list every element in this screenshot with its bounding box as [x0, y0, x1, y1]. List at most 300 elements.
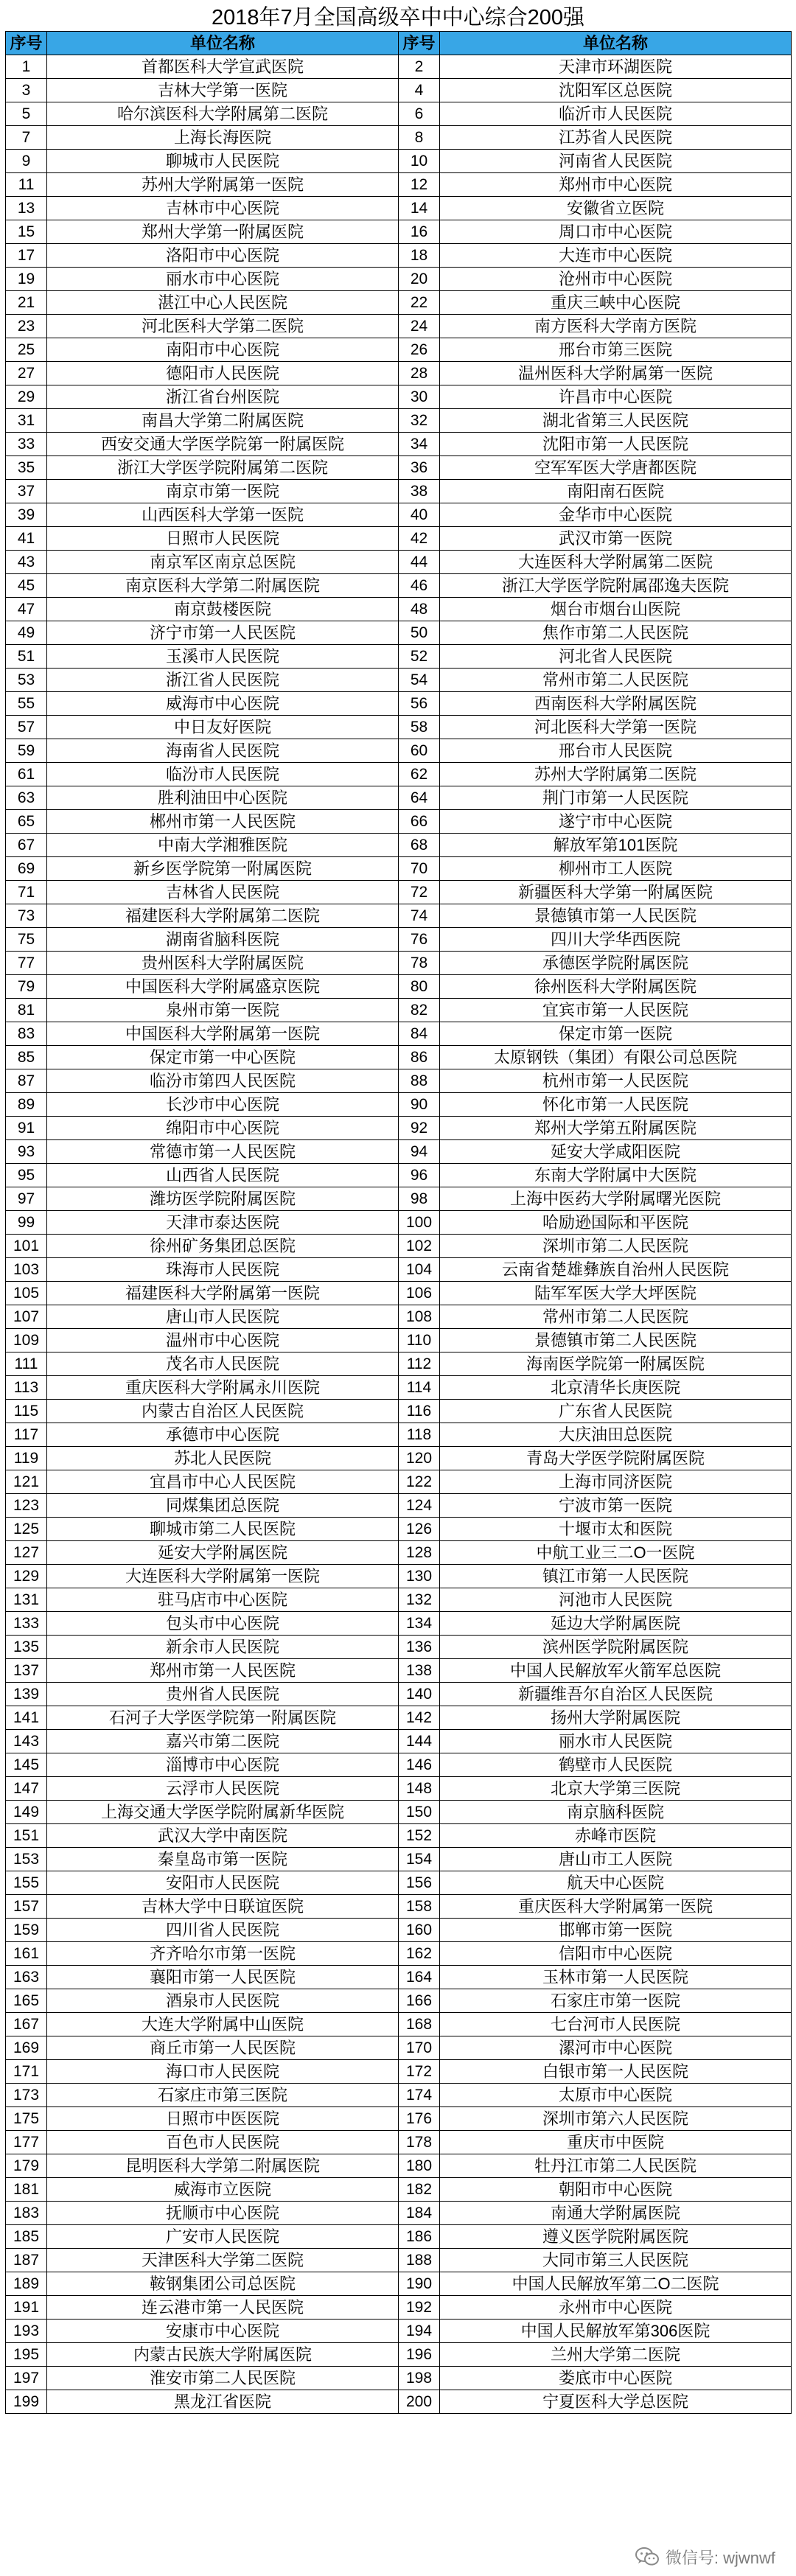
rank-cell: 8: [399, 126, 440, 150]
hospital-name-cell: 安徽省立医院: [440, 197, 792, 220]
hospital-name-cell: 山西省人民医院: [47, 1164, 399, 1187]
rank-cell: 30: [399, 385, 440, 409]
hospital-name-cell: 徐州医科大学附属医院: [440, 975, 792, 999]
table-row: [6, 834, 792, 857]
hospital-name-cell: 南京鼓楼医院: [47, 598, 399, 621]
hospital-name-cell: 承德医学院附属医院: [440, 952, 792, 975]
table-row: [6, 1305, 792, 1329]
rank-cell: 23: [6, 315, 47, 338]
rank-cell: 128: [399, 1541, 440, 1565]
rank-cell: 171: [6, 2060, 47, 2084]
table-row: [6, 2154, 792, 2178]
rank-cell: 144: [399, 1730, 440, 1753]
rank-cell: 153: [6, 1848, 47, 1871]
rank-cell: 175: [6, 2107, 47, 2131]
hospital-name-cell: 宜宾市第一人民医院: [440, 999, 792, 1022]
hospital-name-cell: 烟台市烟台山医院: [440, 598, 792, 621]
rank-cell: 173: [6, 2084, 47, 2107]
rank-cell: 142: [399, 1706, 440, 1730]
hospital-name-cell: 邯郸市第一医院: [440, 1919, 792, 1942]
hospital-name-cell: 云浮市人民医院: [47, 1777, 399, 1801]
rank-cell: 84: [399, 1022, 440, 1046]
hospital-name-cell: 鞍钢集团公司总医院: [47, 2272, 399, 2296]
hospital-name-cell: 唐山市人民医院: [47, 1305, 399, 1329]
rank-cell: 38: [399, 480, 440, 503]
hospital-name-cell: 临汾市第四人民医院: [47, 1069, 399, 1093]
rank-cell: 46: [399, 574, 440, 598]
hospital-name-cell: 扬州大学附属医院: [440, 1706, 792, 1730]
hospital-name-cell: 威海市立医院: [47, 2178, 399, 2202]
hospital-name-cell: 遂宁市中心医院: [440, 810, 792, 834]
hospital-name-cell: 南阳南石医院: [440, 480, 792, 503]
rank-cell: 127: [6, 1541, 47, 1565]
hospital-name-cell: 中航工业三二O一医院: [440, 1541, 792, 1565]
rank-cell: 27: [6, 362, 47, 385]
hospital-name-cell: 淮安市第二人民医院: [47, 2367, 399, 2390]
rank-cell: 47: [6, 598, 47, 621]
rank-cell: 146: [399, 1753, 440, 1777]
rank-cell: 137: [6, 1659, 47, 1683]
table-row: [6, 1447, 792, 1470]
hospital-name-cell: 武汉大学中南医院: [47, 1824, 399, 1848]
rank-cell: 87: [6, 1069, 47, 1093]
hospital-name-cell: 遵义医学院附属医院: [440, 2225, 792, 2249]
hospital-name-cell: 湖南省脑科医院: [47, 928, 399, 952]
hospital-name-cell: 上海市同济医院: [440, 1470, 792, 1494]
hospital-name-cell: 沈阳市第一人民医院: [440, 433, 792, 456]
table-row: [6, 2390, 792, 2414]
rank-cell: 172: [399, 2060, 440, 2084]
rank-cell: 54: [399, 669, 440, 692]
hospital-name-cell: 福建医科大学附属第二医院: [47, 904, 399, 928]
rank-cell: 188: [399, 2249, 440, 2272]
table-row: [6, 857, 792, 881]
rank-cell: 65: [6, 810, 47, 834]
hospital-name-cell: 四川大学华西医院: [440, 928, 792, 952]
hospital-name-cell: 信阳市中心医院: [440, 1942, 792, 1966]
hospital-name-cell: 玉林市第一人民医院: [440, 1966, 792, 1989]
rank-cell: 187: [6, 2249, 47, 2272]
rank-cell: 118: [399, 1423, 440, 1447]
rank-cell: 130: [399, 1565, 440, 1588]
hospital-name-cell: 解放军第101医院: [440, 834, 792, 857]
rank-cell: 94: [399, 1140, 440, 1164]
rank-cell: 195: [6, 2343, 47, 2367]
rank-cell: 123: [6, 1494, 47, 1518]
rank-cell: 132: [399, 1588, 440, 1612]
rank-cell: 199: [6, 2390, 47, 2414]
table-row: [6, 2084, 792, 2107]
rank-cell: 183: [6, 2202, 47, 2225]
rank-cell: 116: [399, 1400, 440, 1423]
rank-cell: 125: [6, 1518, 47, 1541]
hospital-name-cell: 郑州市中心医院: [440, 173, 792, 197]
hospital-name-cell: 贵州医科大学附属医院: [47, 952, 399, 975]
rank-cell: 159: [6, 1919, 47, 1942]
rank-cell: 184: [399, 2202, 440, 2225]
hospital-name-cell: 长沙市中心医院: [47, 1093, 399, 1117]
hospital-name-cell: 吉林大学中日联谊医院: [47, 1895, 399, 1919]
table-row: [6, 315, 792, 338]
table-row: [6, 1423, 792, 1447]
rank-cell: 120: [399, 1447, 440, 1470]
hospital-name-cell: 苏州大学附属第一医院: [47, 173, 399, 197]
rank-cell: 99: [6, 1211, 47, 1235]
hospital-name-cell: 温州市中心医院: [47, 1329, 399, 1352]
hospital-name-cell: 贵州省人民医院: [47, 1683, 399, 1706]
hospital-name-cell: 太原市中心医院: [440, 2084, 792, 2107]
rank-cell: 37: [6, 480, 47, 503]
hospital-name-cell: 唐山市工人医院: [440, 1848, 792, 1871]
rank-cell: 154: [399, 1848, 440, 1871]
rank-cell: 157: [6, 1895, 47, 1919]
table-row: [6, 1376, 792, 1400]
rank-cell: 122: [399, 1470, 440, 1494]
table-row: [6, 739, 792, 763]
hospital-name-cell: 景德镇市第二人民医院: [440, 1329, 792, 1352]
table-row: [6, 1871, 792, 1895]
hospital-name-cell: 航天中心医院: [440, 1871, 792, 1895]
hospital-name-cell: 珠海市人民医院: [47, 1258, 399, 1282]
rank-cell: 52: [399, 645, 440, 669]
rank-cell: 55: [6, 692, 47, 716]
rank-cell: 98: [399, 1187, 440, 1211]
rank-cell: 18: [399, 244, 440, 268]
table-row: [6, 1895, 792, 1919]
hospital-name-cell: 丽水市人民医院: [440, 1730, 792, 1753]
hospital-name-cell: 常州市第二人民医院: [440, 1305, 792, 1329]
hospital-name-cell: 重庆医科大学附属第一医院: [440, 1895, 792, 1919]
hospital-name-cell: 娄底市中心医院: [440, 2367, 792, 2390]
hospital-name-cell: 丽水市中心医院: [47, 268, 399, 291]
hospital-name-cell: 济宁市第一人民医院: [47, 621, 399, 645]
rank-cell: 63: [6, 786, 47, 810]
table-row: [6, 1565, 792, 1588]
hospital-name-cell: 郴州市第一人民医院: [47, 810, 399, 834]
table-row: [6, 1683, 792, 1706]
table-row: [6, 763, 792, 786]
rank-cell: 177: [6, 2131, 47, 2154]
hospital-name-cell: 保定市第一中心医院: [47, 1046, 399, 1069]
hospital-name-cell: 安康市中心医院: [47, 2320, 399, 2343]
hospital-name-cell: 内蒙古自治区人民医院: [47, 1400, 399, 1423]
header-rank-left: 序号: [6, 32, 47, 55]
hospital-name-cell: 中国医科大学附属盛京医院: [47, 975, 399, 999]
hospital-name-cell: 西南医科大学附属医院: [440, 692, 792, 716]
hospital-name-cell: 杭州市第一人民医院: [440, 1069, 792, 1093]
hospital-name-cell: 石河子大学医学院第一附属医院: [47, 1706, 399, 1730]
table-row: [6, 102, 792, 126]
table-row: [6, 1942, 792, 1966]
hospital-name-cell: 秦皇岛市第一医院: [47, 1848, 399, 1871]
hospital-name-cell: 焦作市第二人民医院: [440, 621, 792, 645]
table-row: [6, 928, 792, 952]
table-row: [6, 2107, 792, 2131]
rank-cell: 96: [399, 1164, 440, 1187]
table-row: [6, 1329, 792, 1352]
hospital-name-cell: 常德市第一人民医院: [47, 1140, 399, 1164]
rank-cell: 48: [399, 598, 440, 621]
hospital-name-cell: 景德镇市第一人民医院: [440, 904, 792, 928]
table-row: [6, 2296, 792, 2320]
rank-cell: 141: [6, 1706, 47, 1730]
hospital-name-cell: 洛阳市中心医院: [47, 244, 399, 268]
table-row: [6, 1541, 792, 1565]
rank-cell: 185: [6, 2225, 47, 2249]
hospital-name-cell: 怀化市第一人民医院: [440, 1093, 792, 1117]
hospital-name-cell: 广安市人民医院: [47, 2225, 399, 2249]
rank-cell: 49: [6, 621, 47, 645]
hospital-name-cell: 南方医科大学南方医院: [440, 315, 792, 338]
hospital-name-cell: 邢台市人民医院: [440, 739, 792, 763]
rank-cell: 5: [6, 102, 47, 126]
table-row: [6, 1187, 792, 1211]
rank-cell: 11: [6, 173, 47, 197]
rank-cell: 61: [6, 763, 47, 786]
table-row: [6, 173, 792, 197]
rank-cell: 75: [6, 928, 47, 952]
hospital-name-cell: 百色市人民医院: [47, 2131, 399, 2154]
hospital-name-cell: 荆门市第一人民医院: [440, 786, 792, 810]
table-row: [6, 2343, 792, 2367]
hospital-name-cell: 重庆市中医院: [440, 2131, 792, 2154]
rank-cell: 88: [399, 1069, 440, 1093]
table-row: [6, 268, 792, 291]
rank-cell: 198: [399, 2367, 440, 2390]
table-row: [6, 385, 792, 409]
rank-cell: 117: [6, 1423, 47, 1447]
rank-cell: 191: [6, 2296, 47, 2320]
hospital-name-cell: 山西医科大学第一医院: [47, 503, 399, 527]
table-row: [6, 2060, 792, 2084]
table-row: [6, 1753, 792, 1777]
rank-cell: 16: [399, 220, 440, 244]
rank-cell: 161: [6, 1942, 47, 1966]
rank-cell: 176: [399, 2107, 440, 2131]
table-row: [6, 551, 792, 574]
hospital-name-cell: 常州市第二人民医院: [440, 669, 792, 692]
hospital-name-cell: 上海中医药大学附属曙光医院: [440, 1187, 792, 1211]
hospital-name-cell: 威海市中心医院: [47, 692, 399, 716]
rank-cell: 115: [6, 1400, 47, 1423]
rank-cell: 104: [399, 1258, 440, 1282]
rank-cell: 35: [6, 456, 47, 480]
hospital-name-cell: 嘉兴市第二医院: [47, 1730, 399, 1753]
rank-cell: 168: [399, 2013, 440, 2036]
hospital-name-cell: 宁夏医科大学总医院: [440, 2390, 792, 2414]
table-row: [6, 598, 792, 621]
hospital-name-cell: 南昌大学第二附属医院: [47, 409, 399, 433]
rank-cell: 14: [399, 197, 440, 220]
hospital-name-cell: 吉林大学第一医院: [47, 79, 399, 102]
table-row: [6, 2225, 792, 2249]
rank-cell: 70: [399, 857, 440, 881]
rank-cell: 43: [6, 551, 47, 574]
hospital-name-cell: 白银市第一人民医院: [440, 2060, 792, 2084]
hospital-name-cell: 胜利油田中心医院: [47, 786, 399, 810]
hospital-name-cell: 四川省人民医院: [47, 1919, 399, 1942]
table-row: [6, 1659, 792, 1683]
table-row: [6, 1777, 792, 1801]
rank-cell: 145: [6, 1753, 47, 1777]
rank-cell: 60: [399, 739, 440, 763]
rank-cell: 19: [6, 268, 47, 291]
rank-cell: 107: [6, 1305, 47, 1329]
hospital-name-cell: 东南大学附属中大医院: [440, 1164, 792, 1187]
hospital-name-cell: 临汾市人民医院: [47, 763, 399, 786]
table-row: [6, 786, 792, 810]
rank-cell: 6: [399, 102, 440, 126]
hospital-name-cell: 中国人民解放军第二O二医院: [440, 2272, 792, 2296]
hospital-name-cell: 中日友好医院: [47, 716, 399, 739]
rank-cell: 36: [399, 456, 440, 480]
rank-cell: 89: [6, 1093, 47, 1117]
header-rank-right: 序号: [399, 32, 440, 55]
hospital-name-cell: 河池市人民医院: [440, 1588, 792, 1612]
rank-cell: 90: [399, 1093, 440, 1117]
hospital-name-cell: 十堰市太和医院: [440, 1518, 792, 1541]
rank-cell: 44: [399, 551, 440, 574]
rank-cell: 82: [399, 999, 440, 1022]
hospital-name-cell: 河北医科大学第一医院: [440, 716, 792, 739]
hospital-name-cell: 南京军区南京总医院: [47, 551, 399, 574]
table-row: [6, 1046, 792, 1069]
hospital-name-cell: 江苏省人民医院: [440, 126, 792, 150]
rank-cell: 25: [6, 338, 47, 362]
hospital-name-cell: 淄博市中心医院: [47, 1753, 399, 1777]
hospital-name-cell: 兰州大学第二医院: [440, 2343, 792, 2367]
table-row: [6, 645, 792, 669]
table-row: [6, 881, 792, 904]
hospital-name-cell: 日照市中医医院: [47, 2107, 399, 2131]
hospital-name-cell: 大连大学附属中山医院: [47, 2013, 399, 2036]
hospital-name-cell: 北京清华长庚医院: [440, 1376, 792, 1400]
rank-cell: 119: [6, 1447, 47, 1470]
table-row: [6, 79, 792, 102]
rank-cell: 66: [399, 810, 440, 834]
hospital-name-cell: 绵阳市中心医院: [47, 1117, 399, 1140]
table-row: [6, 1164, 792, 1187]
hospital-name-cell: 南京脑科医院: [440, 1801, 792, 1824]
rank-cell: 103: [6, 1258, 47, 1282]
rank-cell: 69: [6, 857, 47, 881]
rank-cell: 80: [399, 975, 440, 999]
rank-cell: 1: [6, 55, 47, 79]
rank-cell: 71: [6, 881, 47, 904]
rank-cell: 100: [399, 1211, 440, 1235]
hospital-name-cell: 空军军医大学唐都医院: [440, 456, 792, 480]
wechat-watermark: [630, 2544, 780, 2570]
rank-cell: 67: [6, 834, 47, 857]
table-row: [6, 197, 792, 220]
rank-cell: 150: [399, 1801, 440, 1824]
hospital-name-cell: 重庆三峡中心医院: [440, 291, 792, 315]
rank-cell: 178: [399, 2131, 440, 2154]
hospital-name-cell: 青岛大学医学院附属医院: [440, 1447, 792, 1470]
table-row: [6, 1518, 792, 1541]
rank-cell: 134: [399, 1612, 440, 1636]
hospital-name-cell: 郑州市第一人民医院: [47, 1659, 399, 1683]
hospital-name-cell: 昆明医科大学第二附属医院: [47, 2154, 399, 2178]
hospital-name-cell: 延安大学咸阳医院: [440, 1140, 792, 1164]
hospital-name-cell: 沈阳军区总医院: [440, 79, 792, 102]
rank-cell: 42: [399, 527, 440, 551]
table-row: [6, 2249, 792, 2272]
rank-cell: 102: [399, 1235, 440, 1258]
hospital-name-cell: 湖北省第三人民医院: [440, 409, 792, 433]
rank-cell: 12: [399, 173, 440, 197]
table-row: [6, 220, 792, 244]
hospital-name-cell: 南京医科大学第二附属医院: [47, 574, 399, 598]
rank-cell: 2: [399, 55, 440, 79]
hospital-name-cell: 河北医科大学第二医院: [47, 315, 399, 338]
table-row: [6, 244, 792, 268]
rank-cell: 140: [399, 1683, 440, 1706]
rank-cell: 180: [399, 2154, 440, 2178]
table-row: [6, 1352, 792, 1376]
hospital-name-cell: 泉州市第一医院: [47, 999, 399, 1022]
table-row: [6, 456, 792, 480]
hospital-name-cell: 中南大学湘雅医院: [47, 834, 399, 857]
rank-cell: 72: [399, 881, 440, 904]
table-row: [6, 1824, 792, 1848]
hospital-name-cell: 大连市中心医院: [440, 244, 792, 268]
hospital-name-cell: 南阳市中心医院: [47, 338, 399, 362]
hospital-name-cell: 湛江中心人民医院: [47, 291, 399, 315]
table-row: [6, 1848, 792, 1871]
hospital-name-cell: 商丘市第一人民医院: [47, 2036, 399, 2060]
hospital-name-cell: 七台河市人民医院: [440, 2013, 792, 2036]
rank-cell: 26: [399, 338, 440, 362]
hospital-name-cell: 首都医科大学宣武医院: [47, 55, 399, 79]
hospital-name-cell: 新疆维吾尔自治区人民医院: [440, 1683, 792, 1706]
rank-cell: 147: [6, 1777, 47, 1801]
rank-cell: 78: [399, 952, 440, 975]
table-row: [6, 1636, 792, 1659]
rank-cell: 108: [399, 1305, 440, 1329]
table-row: [6, 952, 792, 975]
rank-cell: 138: [399, 1659, 440, 1683]
hospital-name-cell: 福建医科大学附属第一医院: [47, 1282, 399, 1305]
hospital-name-cell: 同煤集团总医院: [47, 1494, 399, 1518]
rank-cell: 148: [399, 1777, 440, 1801]
hospital-name-cell: 漯河市中心医院: [440, 2036, 792, 2060]
hospital-name-cell: 天津医科大学第二医院: [47, 2249, 399, 2272]
hospital-name-cell: 西安交通大学医学院第一附属医院: [47, 433, 399, 456]
table-row: [6, 1093, 792, 1117]
hospital-name-cell: 襄阳市第一人民医院: [47, 1966, 399, 1989]
table-row: [6, 126, 792, 150]
rank-cell: 92: [399, 1117, 440, 1140]
hospital-name-cell: 连云港市第一人民医院: [47, 2296, 399, 2320]
rank-cell: 9: [6, 150, 47, 173]
rank-cell: 79: [6, 975, 47, 999]
rank-cell: 156: [399, 1871, 440, 1895]
rank-cell: 106: [399, 1282, 440, 1305]
rank-cell: 113: [6, 1376, 47, 1400]
rank-cell: 57: [6, 716, 47, 739]
hospital-name-cell: 延边大学附属医院: [440, 1612, 792, 1636]
rank-cell: 139: [6, 1683, 47, 1706]
rank-cell: 105: [6, 1282, 47, 1305]
rank-cell: 41: [6, 527, 47, 551]
hospital-name-cell: 上海交通大学医学院附属新华医院: [47, 1801, 399, 1824]
rank-cell: 83: [6, 1022, 47, 1046]
rank-cell: 135: [6, 1636, 47, 1659]
table-row: [6, 1966, 792, 1989]
hospital-name-cell: 潍坊医学院附属医院: [47, 1187, 399, 1211]
hospital-name-cell: 石家庄市第三医院: [47, 2084, 399, 2107]
